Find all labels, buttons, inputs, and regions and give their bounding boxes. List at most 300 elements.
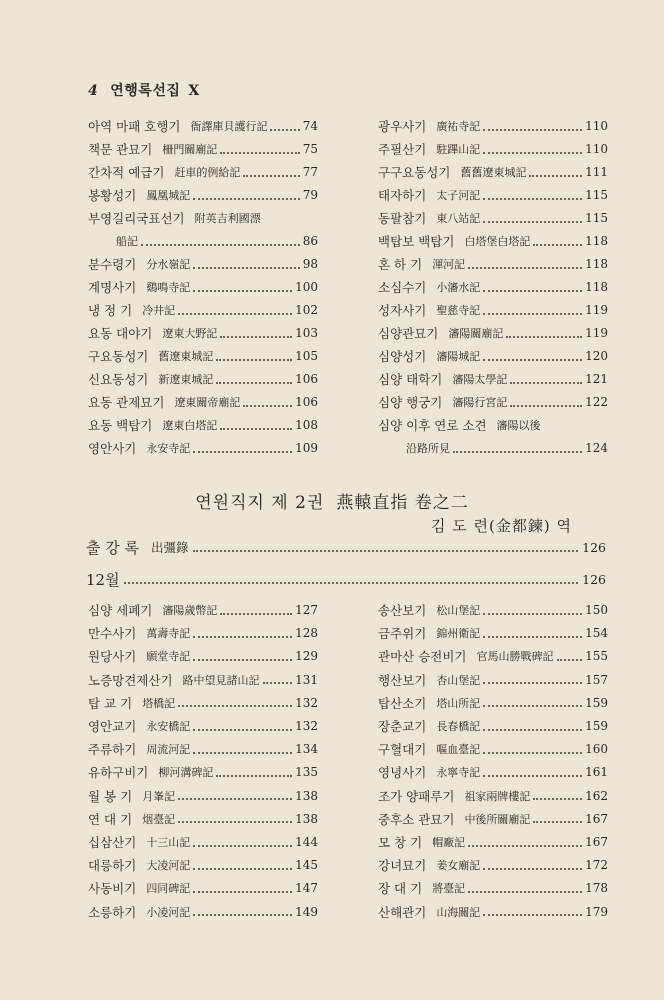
entry-title-ko: 소릉하기 xyxy=(88,904,137,920)
entry-title-ko: 영안교기 xyxy=(88,719,137,734)
toc-entry xyxy=(88,254,318,274)
entry-title-cn: 衙譯庫貝護行記 xyxy=(190,120,268,133)
entry-page-number: 159 xyxy=(585,695,608,710)
dot-leader xyxy=(533,820,582,823)
entry-page-number: 122 xyxy=(585,395,608,409)
entry-page-number: 77 xyxy=(302,165,318,179)
dot-leader xyxy=(178,312,292,315)
entry-title-cn: 瀋陽關廟記 xyxy=(448,327,504,340)
dot-leader xyxy=(193,450,292,453)
entry-title-cn: 太子河記 xyxy=(436,189,481,202)
dot-leader xyxy=(220,612,292,615)
toc-entry xyxy=(378,415,608,435)
entry-title-ko: 모 창 기 xyxy=(378,835,423,850)
dot-leader xyxy=(529,174,582,177)
toc-entry xyxy=(378,832,608,852)
entry-title-cn: 塔橋記 xyxy=(142,696,176,710)
entry-title-cn: 大凌河記 xyxy=(146,859,191,873)
dot-leader xyxy=(483,704,582,707)
entry-title-cn: 鷄鳴寺記 xyxy=(146,281,191,294)
entry-title-ko: 구요동성기 xyxy=(88,349,149,364)
dot-leader xyxy=(193,635,292,638)
dot-leader xyxy=(141,243,300,246)
entry-title-ko: 탑산소기 xyxy=(378,695,427,711)
toc-entry xyxy=(88,208,318,228)
entry-title-ko: 사동비기 xyxy=(88,881,137,897)
dot-leader xyxy=(193,197,299,200)
entry-title-ko: 탑 교 기 xyxy=(88,695,133,711)
entry-page-number: 138 xyxy=(295,811,318,826)
entry-title-cn: 四同碑記 xyxy=(146,882,191,896)
entry-page-number: 86 xyxy=(302,234,318,248)
entry-page-number: 162 xyxy=(585,788,608,803)
entry-title-cn: 塔山所記 xyxy=(436,696,481,710)
dot-leader xyxy=(193,913,292,916)
entry-page-number: 106 xyxy=(295,372,318,386)
toc-entry xyxy=(88,716,318,736)
dot-leader xyxy=(506,335,582,338)
entry-title-ko: 심양성기 xyxy=(378,349,427,364)
entry-title-ko: 광우사기 xyxy=(378,119,427,134)
entry-title-ko: 분수령기 xyxy=(88,257,137,272)
toc-entry xyxy=(88,438,318,458)
entry-page-number: 121 xyxy=(585,372,608,386)
entry-title-cn: 赶車的例給記 xyxy=(174,166,241,179)
toc-entry xyxy=(378,323,608,343)
entry-title-ko: 금주위기 xyxy=(378,626,427,642)
entry-title-ko: 행산보기 xyxy=(378,672,427,688)
dot-leader xyxy=(193,867,292,870)
entry-title-ko: 태자하기 xyxy=(378,188,427,203)
entry-title-ko: 아역 마패 호행기 xyxy=(88,119,181,134)
toc-entry xyxy=(88,878,318,898)
entry-title-cn: 永安寺記 xyxy=(146,442,191,455)
entry-page-number: 128 xyxy=(295,626,318,641)
entry-title-cn: 東八站記 xyxy=(436,212,481,225)
entry-title-ko: 요동 백탑기 xyxy=(88,418,153,433)
volume-number: X xyxy=(188,83,200,99)
entry-title-ko: 주류하기 xyxy=(88,742,137,758)
dot-leader xyxy=(483,867,582,870)
toc-entry xyxy=(378,162,608,182)
entry-title-cn: 松山堡記 xyxy=(436,604,481,617)
dot-leader xyxy=(468,844,582,847)
toc-entry xyxy=(88,392,318,412)
dot-leader xyxy=(178,704,292,707)
dot-leader xyxy=(510,381,582,384)
entry-title-cn: 瀋陽城記 xyxy=(436,350,481,363)
entry-page-number: 79 xyxy=(302,188,318,202)
entry-title-cn: 白塔堡白塔記 xyxy=(464,235,531,248)
entry-page-number: 167 xyxy=(585,811,608,826)
entry-page-number: 120 xyxy=(585,349,608,363)
entry-title-ko: 혼 하 기 xyxy=(378,257,423,272)
entry-title-ko: 봉황성기 xyxy=(88,188,137,203)
entry-title-cn: 鳳凰城記 xyxy=(146,189,191,202)
toc-entry xyxy=(378,855,608,875)
entry-title-cn: 瀋陽太學記 xyxy=(452,373,508,386)
dot-leader xyxy=(483,612,582,615)
entry-title-cn: 祖家兩牌樓記 xyxy=(464,789,531,803)
toc-entry xyxy=(378,277,608,297)
section-title-cn: 燕轅直指 卷之二 xyxy=(336,493,469,513)
toc-entry xyxy=(378,646,608,666)
toc-entry xyxy=(88,415,318,435)
entry-title-ko: 백탑보 백탑기 xyxy=(378,234,455,249)
toc-entry xyxy=(88,902,318,922)
entry-title-cn: 嘔血臺記 xyxy=(436,743,481,757)
section-title xyxy=(0,488,664,513)
toc-entry xyxy=(88,809,318,829)
entry-page-number: 102 xyxy=(295,303,318,317)
entry-title-cn: 船記 xyxy=(116,235,138,248)
entry-title-ko: 성자사기 xyxy=(378,303,427,318)
toc-entry xyxy=(378,809,608,829)
entry-title-cn: 冷井記 xyxy=(142,304,176,317)
dot-leader xyxy=(483,358,582,361)
toc-entry xyxy=(88,231,318,251)
toc-entry xyxy=(378,786,608,806)
toc-entry xyxy=(88,693,318,713)
entry-title-cn: 小凌河記 xyxy=(146,905,191,919)
dot-leader xyxy=(483,128,582,131)
toc-entry xyxy=(88,855,318,875)
toc-entry xyxy=(378,139,608,159)
entry-title-cn: 新遼東城記 xyxy=(158,373,214,386)
entry-page-number: 118 xyxy=(585,280,608,294)
toc-entry xyxy=(88,670,318,690)
dot-leader xyxy=(483,312,582,315)
entry-page-number: 150 xyxy=(585,603,608,617)
entry-page-number: 132 xyxy=(295,695,318,710)
dot-leader xyxy=(468,890,582,893)
entry-title-ko: 심양 행궁기 xyxy=(378,395,443,410)
entry-title-ko: 십삼산기 xyxy=(88,835,137,850)
entry-page-number: 124 xyxy=(585,441,608,455)
entry-page-number: 98 xyxy=(302,257,318,271)
entry-page-number: 103 xyxy=(295,326,318,340)
toc-entry xyxy=(88,600,318,620)
entry-title-ko: 송산보기 xyxy=(378,603,427,618)
entry-title-ko: 영안사기 xyxy=(88,441,137,456)
entry-title-cn: 錦州衛記 xyxy=(436,627,481,641)
entry-title-ko: 간차적 예급기 xyxy=(88,165,165,180)
entry-title-cn: 遼東白塔記 xyxy=(162,419,218,432)
entry-title-cn: 柳河溝碑記 xyxy=(158,766,214,780)
entry-title-ko: 계명사기 xyxy=(88,280,137,295)
dot-leader xyxy=(483,289,582,292)
dot-leader xyxy=(216,358,292,361)
entry-title-cn: 永寧寺記 xyxy=(436,766,481,780)
toc-entry xyxy=(88,832,318,852)
dot-leader xyxy=(243,174,299,177)
dot-leader xyxy=(483,220,582,223)
dot-leader xyxy=(178,820,292,823)
entry-page-number: 75 xyxy=(302,142,318,156)
toc-entry xyxy=(378,623,608,643)
entry-page-number: 119 xyxy=(585,326,608,340)
chapter-title-cn: 出彊錄 xyxy=(151,540,189,555)
dot-leader xyxy=(483,913,582,916)
entry-title-ko: 노증망견제산기 xyxy=(88,672,173,688)
entry-title-cn: 柵門關廟記 xyxy=(162,143,218,156)
entry-page-number: 115 xyxy=(585,211,608,225)
entry-title-ko: 요동 대야기 xyxy=(88,326,153,341)
entry-page-number: 172 xyxy=(585,858,608,873)
entry-page-number: 118 xyxy=(585,257,608,271)
entry-title-ko: 심양 태학기 xyxy=(378,372,443,387)
entry-title-ko: 만수사기 xyxy=(88,626,137,642)
entry-page-number: 110 xyxy=(585,142,608,156)
entry-page-number: 178 xyxy=(585,881,608,896)
toc-entry xyxy=(88,277,318,297)
entry-title-ko: 책문 관묘기 xyxy=(88,142,153,157)
entry-title-ko: 중후소 관묘기 xyxy=(378,811,455,827)
entry-title-cn: 小瀋水記 xyxy=(436,281,481,294)
entry-title-ko: 주필산기 xyxy=(378,142,427,157)
entry-title-cn: 舊舊遼東城記 xyxy=(460,166,527,179)
entry-title-ko: 냉 정 기 xyxy=(88,303,133,318)
running-head xyxy=(88,80,200,100)
dot-leader xyxy=(483,635,582,638)
toc-entry xyxy=(378,693,608,713)
entry-page-number: 179 xyxy=(585,904,608,919)
dot-leader xyxy=(216,381,292,384)
entry-title-cn: 十三山記 xyxy=(146,836,191,849)
toc-entry xyxy=(88,300,318,320)
entry-title-cn: 路中望見諸山記 xyxy=(182,673,260,687)
entry-title-cn: 沿路所見 xyxy=(406,442,450,455)
dot-leader xyxy=(533,797,582,800)
page-number: 4 xyxy=(88,83,99,99)
dot-leader xyxy=(193,728,292,731)
toc-entry xyxy=(88,162,318,182)
dot-leader xyxy=(243,404,292,407)
entry-title-cn: 月峯記 xyxy=(142,789,176,803)
entry-title-ko: 구혈대기 xyxy=(378,742,427,758)
entry-page-number: 111 xyxy=(585,165,608,179)
entry-title-cn: 附英吉利國漂 xyxy=(194,212,261,225)
entry-title-cn: 遼東關帝廟記 xyxy=(174,396,241,409)
entry-title-cn: 渾河記 xyxy=(432,258,466,271)
entry-title-ko: 대릉하기 xyxy=(88,858,137,874)
section-title-ko: 연원직지 제 2권 xyxy=(195,493,325,513)
toc-entry xyxy=(88,346,318,366)
dot-leader xyxy=(270,128,299,131)
dot-leader xyxy=(483,751,582,754)
dot-leader xyxy=(193,658,292,661)
toc-entry xyxy=(378,208,608,228)
entry-title-cn: 願堂寺記 xyxy=(146,650,191,664)
entry-title-ko: 산해관기 xyxy=(378,904,427,920)
dot-leader xyxy=(216,774,292,777)
entry-title-cn: 將臺記 xyxy=(432,882,466,896)
entry-title-cn: 萬壽寺記 xyxy=(146,627,191,641)
dot-leader xyxy=(483,728,582,731)
toc-entry xyxy=(378,346,608,366)
toc-entry xyxy=(378,116,608,136)
dot-leader xyxy=(193,549,579,552)
toc-entry xyxy=(378,254,608,274)
entry-title-ko: 동팔참기 xyxy=(378,211,427,226)
entry-title-ko: 강녀묘기 xyxy=(378,858,427,874)
entry-title-ko: 연 대 기 xyxy=(88,811,133,827)
dot-leader xyxy=(193,890,292,893)
toc-entry xyxy=(88,646,318,666)
toc-entry xyxy=(378,716,608,736)
entry-title-cn: 分水嶺記 xyxy=(146,258,191,271)
dot-leader xyxy=(220,151,299,154)
chapter-page: 126 xyxy=(582,539,606,555)
toc-entry xyxy=(88,185,318,205)
dot-leader xyxy=(533,243,582,246)
toc-entry xyxy=(378,739,608,759)
entry-title-cn: 瀋陽歲幣記 xyxy=(162,604,218,617)
toc-entry xyxy=(88,786,318,806)
entry-title-cn: 周流河記 xyxy=(146,743,191,757)
toc-entry xyxy=(378,878,608,898)
entry-page-number: 105 xyxy=(295,349,318,363)
chapter-entry xyxy=(86,536,606,558)
translator-credit: 김 도 련(金都鍊) 역 xyxy=(431,517,572,535)
entry-title-ko: 장 대 기 xyxy=(378,881,423,897)
entry-page-number: 138 xyxy=(295,788,318,803)
entry-title-cn: 官馬山勝戰碑記 xyxy=(476,650,554,664)
entry-title-cn: 長春橋記 xyxy=(436,720,481,733)
entry-page-number: 132 xyxy=(295,719,318,733)
entry-page-number: 131 xyxy=(295,672,318,687)
entry-title-ko: 신요동성기 xyxy=(88,372,149,387)
dot-leader xyxy=(557,658,583,661)
entry-page-number: 157 xyxy=(585,672,608,687)
entry-page-number: 100 xyxy=(295,280,318,294)
entry-title-cn: 聖慈寺記 xyxy=(436,304,481,317)
entry-title-cn: 山海關記 xyxy=(436,905,481,919)
chapter-title-ko: 출 강 록 xyxy=(86,538,140,557)
entry-title-cn: 瀋陽以後 xyxy=(496,419,541,432)
entry-page-number: 106 xyxy=(295,395,318,409)
toc-entry xyxy=(88,323,318,343)
entry-page-number: 145 xyxy=(295,858,318,873)
dot-leader xyxy=(193,289,292,292)
dot-leader xyxy=(510,404,582,407)
entry-page-number: 154 xyxy=(585,626,608,641)
entry-title-ko: 월 봉 기 xyxy=(88,788,133,804)
entry-page-number: 119 xyxy=(585,303,608,317)
entry-title-cn: 中後所關廟記 xyxy=(464,812,531,826)
dot-leader xyxy=(263,681,293,684)
entry-title-ko: 심양 이후 연로 소견 xyxy=(378,418,487,433)
entry-page-number: 155 xyxy=(585,649,608,664)
entry-title-cn: 瀋陽行宮記 xyxy=(452,396,508,409)
entry-title-cn: 舊遼東城記 xyxy=(158,350,214,363)
entry-page-number: 129 xyxy=(295,649,318,664)
toc-entry xyxy=(378,300,608,320)
dot-leader xyxy=(193,751,292,754)
entry-title-ko: 조가 양패루기 xyxy=(378,788,455,804)
dot-leader xyxy=(220,427,292,430)
entry-page-number: 159 xyxy=(585,719,608,733)
toc-entry xyxy=(88,369,318,389)
dot-leader xyxy=(483,197,582,200)
entry-page-number: 144 xyxy=(295,835,318,849)
dot-leader xyxy=(178,797,292,800)
entry-title-cn: 駐蹕山記 xyxy=(436,143,481,156)
toc-entry xyxy=(378,185,608,205)
toc-entry xyxy=(88,623,318,643)
entry-page-number: 74 xyxy=(302,119,318,133)
toc-entry xyxy=(378,670,608,690)
month-label: 12월 xyxy=(86,570,120,589)
toc-entry xyxy=(378,369,608,389)
entry-title-cn: 廣祐寺記 xyxy=(436,120,481,133)
entry-title-ko: 소심수기 xyxy=(378,280,427,295)
entry-title-cn: 遼東大野記 xyxy=(162,327,218,340)
entry-title-ko: 원당사기 xyxy=(88,649,137,665)
toc-entry xyxy=(378,600,608,620)
entry-page-number: 110 xyxy=(585,119,608,133)
month-entry xyxy=(86,568,606,590)
entry-page-number: 108 xyxy=(295,418,318,432)
entry-page-number: 147 xyxy=(295,881,318,896)
entry-title-ko: 장춘교기 xyxy=(378,719,427,734)
entry-page-number: 149 xyxy=(295,904,318,919)
toc-entry xyxy=(88,739,318,759)
entry-title-cn: 烟臺記 xyxy=(142,812,176,826)
entry-title-ko: 요동 관제묘기 xyxy=(88,395,165,410)
entry-page-number: 167 xyxy=(585,835,608,849)
toc-entry xyxy=(378,762,608,782)
entry-title-ko: 부영길리국표선기 xyxy=(88,211,185,226)
dot-leader xyxy=(483,774,582,777)
entry-title-cn: 姜女廟記 xyxy=(436,859,481,873)
entry-title-cn: 永安橋記 xyxy=(146,720,191,733)
dot-leader xyxy=(193,266,299,269)
toc-entry xyxy=(88,139,318,159)
dot-leader xyxy=(193,844,292,847)
dot-leader xyxy=(468,266,582,269)
toc-entry xyxy=(378,392,608,412)
entry-title-ko: 심양 세폐기 xyxy=(88,603,153,618)
entry-page-number: 127 xyxy=(295,603,318,617)
entry-page-number: 134 xyxy=(295,742,318,757)
entry-title-cn: 杏山堡記 xyxy=(436,673,481,687)
entry-page-number: 118 xyxy=(585,234,608,248)
entry-page-number: 135 xyxy=(295,765,318,780)
entry-page-number: 109 xyxy=(295,441,318,455)
month-page: 126 xyxy=(582,571,606,587)
entry-title-ko: 유하구비기 xyxy=(88,765,149,781)
dot-leader xyxy=(124,581,579,584)
toc-entry xyxy=(378,902,608,922)
dot-leader xyxy=(483,151,582,154)
dot-leader xyxy=(220,335,292,338)
book-title: 연행록선집 xyxy=(110,83,181,99)
toc-entry xyxy=(378,231,608,251)
entry-title-ko: 심양관묘기 xyxy=(378,326,439,341)
entry-page-number: 161 xyxy=(585,765,608,780)
entry-title-ko: 영녕사기 xyxy=(378,765,427,781)
entry-title-ko: 관마산 승전비기 xyxy=(378,649,467,665)
entry-title-cn: 帽廠記 xyxy=(432,836,466,849)
entry-page-number: 160 xyxy=(585,742,608,757)
entry-title-ko: 구구요동성기 xyxy=(378,165,451,180)
dot-leader xyxy=(453,450,582,453)
dot-leader xyxy=(483,681,582,684)
entry-page-number: 115 xyxy=(585,188,608,202)
toc-entry xyxy=(88,762,318,782)
toc-entry xyxy=(88,116,318,136)
